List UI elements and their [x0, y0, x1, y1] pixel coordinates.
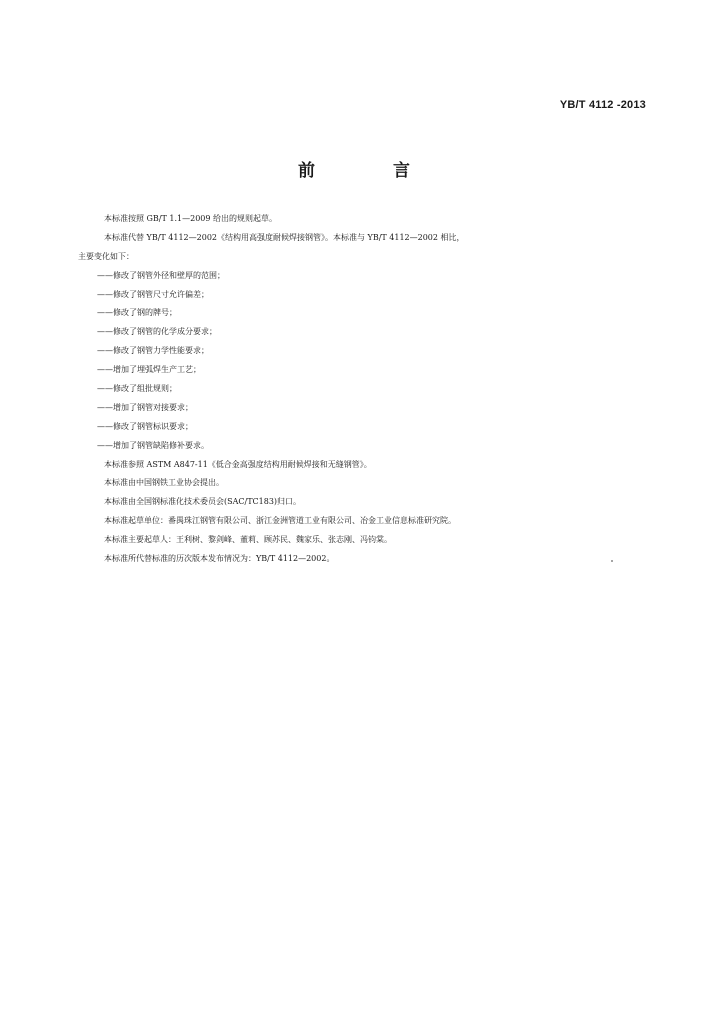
list-item: ——修改了钢管力学性能要求；	[97, 346, 209, 356]
list-item: ——修改了钢管的化学成分要求；	[97, 327, 217, 337]
list-item: ——修改了钢管外径和壁厚的范围；	[97, 270, 225, 280]
paragraph: 本标准主要起草人：王利树、黎剑峰、董莉、顾苏民、魏家乐、张志刚、冯钧棠。	[104, 535, 392, 545]
standard-code: YB/T 4112 -2013	[559, 99, 646, 111]
list-item: ——修改了组批规则；	[97, 384, 177, 394]
scan-speck	[611, 560, 613, 562]
list-item: ——增加了钢管对接要求；	[97, 402, 193, 412]
paragraph: 本标准起草单位：番禺珠江钢管有限公司、浙江金洲管道工业有限公司、冶金工业信息标准研究院。	[104, 516, 456, 526]
paragraph: 本标准由中国钢铁工业协会提出。	[104, 478, 224, 488]
paragraph: 本标准由全国钢标准化技术委员会(SAC/TC183)归口。	[104, 497, 302, 507]
list-item: ——修改了钢管尺寸允许偏差；	[97, 289, 209, 299]
list-item: ——修改了钢管标识要求；	[97, 421, 193, 431]
paragraph: 本标准按照 GB/T 1.1—2009 给出的规则起草。	[104, 214, 278, 223]
foreword-body	[0, 210, 708, 569]
paragraph: 本标准所代替标准的历次版本发布情况为：YB/T 4112—2002。	[104, 554, 335, 564]
list-item: ——修改了钢的牌号；	[97, 308, 177, 318]
page-title: 前 言	[298, 161, 446, 181]
list-item: ——增加了埋弧焊生产工艺；	[97, 365, 201, 375]
paragraph: 本标准代替 YB/T 4112—2002《结构用高强度耐候焊接钢管》。本标准与 YB/T 4112—2002 相比，	[104, 232, 465, 242]
paragraph: 本标准参照 ASTM A847-11《低合金高强度结构用耐候焊接和无缝钢管》。	[104, 459, 372, 469]
paragraph-continuation: 主要变化如下：	[78, 251, 134, 261]
list-item: ——增加了钢管缺陷修补要求。	[97, 440, 209, 450]
